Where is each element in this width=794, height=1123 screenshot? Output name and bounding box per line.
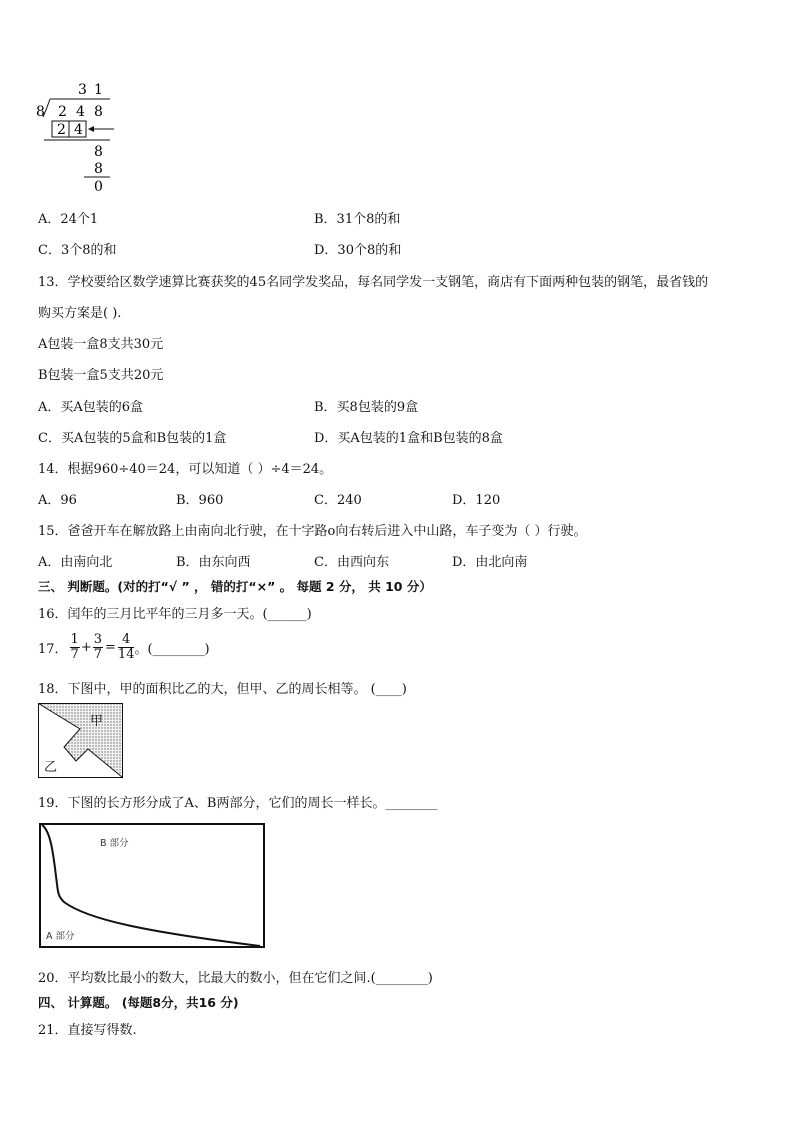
section-3-heading: 三、 判断题。(对的打“√ ” ， 错的打“×” 。 每题 2 分， 共 10 分）	[38, 579, 432, 594]
part-b-label: B 部分	[100, 838, 129, 849]
fraction-3-numerator: 4	[118, 633, 135, 648]
q14-option-d: D．120	[452, 493, 501, 508]
dividend-digit: 2	[58, 104, 67, 120]
yi-label: 乙	[44, 760, 58, 775]
section-4-heading: 四、 计算题。 (每题8分，共16 分)	[38, 995, 239, 1010]
fraction-3	[118, 633, 135, 662]
step2-digit: 8	[94, 144, 103, 160]
q13-option-d: D．买A包装的1盒和B包装的8盒	[314, 431, 503, 446]
quotient-digit: 3	[78, 82, 87, 98]
q19-text: 19．下图的长方形分成了A、B两部分，它们的周长一样长。________	[38, 796, 438, 811]
q13-option-c: C．买A包装的5盒和B包装的1盒	[38, 431, 227, 446]
q15-option-a: A．由南向北	[38, 555, 113, 570]
fraction-1-numerator: 1	[70, 631, 79, 647]
divisor: 8	[36, 104, 45, 120]
dividend-digit: 8	[94, 104, 103, 120]
q12-option-c: C．3个8的和	[38, 243, 117, 258]
step3-digit: 8	[94, 161, 103, 177]
q14-option-b: B．960	[176, 493, 224, 508]
jia-label: 甲	[90, 714, 104, 729]
q14-option-a: A．96	[38, 493, 77, 508]
fraction-1	[70, 633, 80, 662]
long-division-diagram	[30, 76, 140, 196]
q12-option-b: B．31个8的和	[314, 212, 401, 227]
q12-option-d: D．30个8的和	[314, 243, 402, 258]
q17-answer-blank: 。(________)	[134, 641, 210, 657]
part-a-label: A 部分	[46, 931, 75, 942]
step1-digit: 2	[57, 122, 66, 138]
remainder-digit: 0	[94, 179, 103, 195]
q17-line	[38, 627, 210, 667]
q16-text: 16．闰年的三月比平年的三月多一天。(______)	[38, 607, 312, 622]
q12-option-a: A．24个1	[38, 212, 99, 227]
dividend-digit: 4	[76, 104, 85, 120]
q13-pack-b: B包装一盒5支共20元	[38, 368, 164, 383]
q13-text-cont: 购买方案是( ).	[38, 306, 122, 321]
q17-label: 17．	[38, 641, 68, 657]
q14-text: 14．根据960÷40＝24，可以知道（ ）÷4＝24。	[38, 462, 333, 477]
step1-digit: 4	[74, 122, 83, 138]
q19-rectangle-figure	[38, 822, 268, 950]
q21-text: 21．直接写得数.	[38, 1023, 137, 1038]
q13-option-a: A．买A包装的6盒	[38, 400, 144, 415]
fraction-2-numerator: 3	[93, 631, 103, 647]
q13-text: 13．学校要给区数学速算比赛获奖的45名同学发奖品，每名同学发一支钢笔，商店有下面两种包装的钢笔，最省钱的	[38, 275, 709, 290]
equals-sign: =	[105, 639, 116, 655]
fraction-1-denominator: 7	[70, 646, 79, 662]
fraction-2-denominator: 7	[93, 646, 103, 662]
q13-pack-a: A包装一盒8支共30元	[38, 337, 164, 352]
plus-sign: +	[80, 639, 92, 655]
q15-option-d: D．由北向南	[452, 555, 528, 570]
q15-option-c: C．由西向东	[314, 555, 389, 570]
fraction-3-denominator: 14	[117, 646, 135, 662]
q15-text: 15．爸爸开车在解放路上由南向北行驶，在十字路o向右转后进入中山路，车子变为（ ）行驶。	[38, 524, 587, 539]
q20-text: 20．平均数比最小的数大，比最大的数小，但在它们之间.(________)	[38, 971, 433, 986]
fraction-2	[93, 633, 103, 662]
q18-text: 18．下图中，甲的面积比乙的大，但甲、乙的周长相等。 (____)	[38, 682, 407, 697]
quotient-digit: 1	[94, 82, 103, 98]
q13-option-b: B．买8包装的9盒	[314, 400, 419, 415]
q15-option-b: B．由东向西	[176, 555, 251, 570]
q18-figure	[38, 703, 124, 779]
q14-option-c: C．240	[314, 493, 362, 508]
